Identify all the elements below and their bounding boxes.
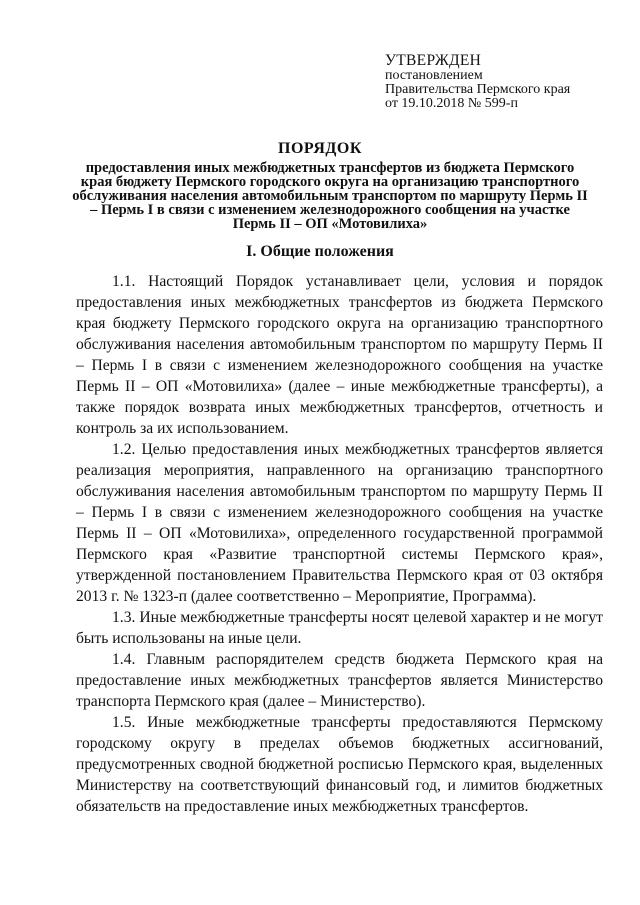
paragraph-1-2: 1.2. Целью предоставления иных межбюджетных трансфертов является реализация мероприятия, направленного на организацию транспортного обслуживания населения автомобильным транспортом по маршруту Пермь II – Пермь I в связи с изменением железнодорожного сообщения на участке Пермь II – ОП «Мотовилиха», определенного государственной программой Пермского края «Развитие транспортной системы Пермского края», утвержденной постановлением Правительства Пермского края от 03 октября 2013 г. № 1323-п (далее соответственно – Мероприятие, Программа). [76, 441, 603, 605]
paragraph-1-5: 1.5. Иные межбюджетные трансферты предоставляются Пермскому городскому округу в пределах объемов бюджетных ассигнований, предусмотренных сводной бюджетной росписью Пермского края, выделенных Министерству на соответствующий финансовый год, и лимитов бюджетных обязательств на предоставление иных межбюджетных трансфертов. [76, 714, 603, 815]
paragraph-1-3: 1.3. Иные межбюджетные трансферты носят целевой характер и не могут быть использованы на иные цели. [76, 609, 603, 647]
approval-line-government: Правительства Пермского края [385, 82, 571, 97]
document-body [76, 271, 603, 817]
paragraph-1-4: 1.4. Главным распорядителем средств бюджета Пермского края на предоставление иных межбюджетных трансфертов является Министерство транспорта Пермского края (далее – Министерство). [76, 651, 603, 710]
document-title: ПОРЯДОК [278, 140, 362, 157]
section-heading: I. Общие положения [246, 243, 394, 260]
approval-word: УТВЕРЖДЕН [385, 52, 482, 69]
approval-line-resolution: постановлением [385, 68, 483, 83]
approval-line-date-number: от 19.10.2018 № 599-п [385, 96, 518, 111]
paragraph-1-1: 1.1. Настоящий Порядок устанавливает цели, условия и порядок предоставления иных межбюджетных трансфертов из бюджета Пермского края бюджету Пермского городского округа на организацию транспортного обслуживания населения автомобильным транспортом по маршруту Пермь II – Пермь I в связи с изменением железнодорожного сообщения на участке Пермь II – ОП «Мотовилиха» (далее – иные межбюджетные трансферты), а также порядок возврата иных межбюджетных трансфертов, отчетность и контроль за их использованием. [76, 273, 603, 437]
approval-stamp [385, 52, 625, 111]
document-subtitle: предоставления иных межбюджетных трансфертов из бюджета Пермского края бюджету Пермского городского округа на организацию транспортного обслуживания населения автомобильным транспортом по маршруту Пермь II – Пермь I в связи с изменением железнодорожного сообщения на участке Пермь II – ОП «Мотовилиха» [72, 160, 588, 232]
